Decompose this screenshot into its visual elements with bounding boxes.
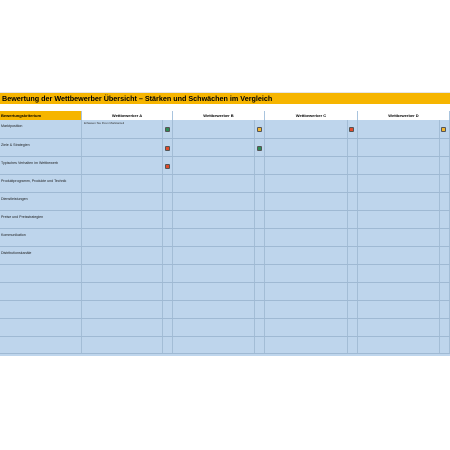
table-row — [0, 139, 450, 157]
table-row — [0, 319, 450, 337]
rating-red-icon — [349, 127, 354, 132]
comment-cell[interactable] — [173, 120, 255, 138]
rating-cell[interactable] — [163, 337, 173, 353]
rating-cell[interactable] — [163, 283, 173, 300]
comment-cell[interactable] — [358, 211, 440, 228]
criterion-label: Dienstleistungen — [1, 197, 28, 201]
comment-cell[interactable] — [358, 193, 440, 210]
rating-cell[interactable] — [255, 265, 265, 282]
table-row — [0, 229, 450, 247]
comment-cell[interactable] — [173, 265, 255, 282]
criterion-cell[interactable] — [0, 229, 82, 246]
criterion-label: Marktposition — [1, 124, 23, 128]
criterion-cell[interactable] — [0, 139, 82, 156]
criterion-label: Preise und Preisstrategien — [1, 215, 44, 219]
comment-cell[interactable] — [173, 157, 255, 174]
rating-cell[interactable] — [440, 247, 450, 264]
rating-cell[interactable] — [348, 247, 358, 264]
comment-cell[interactable] — [82, 337, 163, 353]
table-row — [0, 337, 450, 354]
criterion-cell[interactable] — [0, 337, 82, 353]
rating-cell[interactable] — [255, 283, 265, 300]
comment-cell[interactable] — [82, 247, 163, 264]
rating-green-icon — [257, 146, 262, 151]
rating-cell[interactable] — [163, 211, 173, 228]
header-criterion[interactable]: Bewertungskriterium — [0, 111, 82, 120]
table-row — [0, 247, 450, 265]
criterion-label: Produktprogramm, Produkte und Technik — [1, 179, 67, 183]
comment-cell[interactable] — [265, 283, 348, 300]
rating-cell[interactable] — [440, 283, 450, 300]
rating-cell[interactable] — [255, 337, 265, 353]
comment-cell[interactable] — [173, 175, 255, 192]
criterion-label: Distributionskanäle — [1, 251, 32, 255]
rating-cell[interactable] — [348, 319, 358, 336]
rating-yellow-icon — [257, 127, 262, 132]
comment-cell[interactable] — [82, 175, 163, 192]
comment-cell[interactable] — [265, 139, 348, 156]
comment-cell[interactable] — [358, 175, 440, 192]
comment-cell[interactable] — [82, 211, 163, 228]
comment-cell[interactable] — [173, 319, 255, 336]
comment-cell[interactable] — [82, 319, 163, 336]
criterion-cell[interactable] — [0, 283, 82, 300]
comment-cell[interactable] — [265, 120, 348, 138]
criterion-cell[interactable] — [0, 193, 82, 210]
comment-cell[interactable] — [265, 301, 348, 318]
table-row — [0, 265, 450, 283]
rating-cell[interactable] — [163, 193, 173, 210]
criterion-cell[interactable] — [0, 319, 82, 336]
rating-grid — [0, 120, 450, 356]
header-competitor-d[interactable]: Wettbewerber D — [358, 111, 450, 120]
table-row — [0, 301, 450, 319]
rating-cell[interactable] — [348, 337, 358, 353]
criterion-label: Ziele & Strategien — [1, 143, 30, 147]
rating-cell[interactable] — [440, 319, 450, 336]
comment-cell[interactable] — [173, 247, 255, 264]
comment-cell[interactable] — [358, 283, 440, 300]
rating-cell[interactable] — [440, 301, 450, 318]
sheet-title: Bewertung der Wettbewerber Übersicht – Stärken und Schwächen im Vergleich — [0, 93, 450, 104]
comment-cell[interactable] — [265, 193, 348, 210]
header-competitor-c[interactable]: Wettbewerber C — [265, 111, 358, 120]
criterion-cell[interactable] — [0, 211, 82, 228]
rating-cell[interactable] — [255, 319, 265, 336]
rating-green-icon — [165, 127, 170, 132]
rating-cell[interactable] — [440, 139, 450, 156]
rating-cell[interactable] — [163, 265, 173, 282]
comment-cell[interactable] — [358, 120, 440, 138]
rating-cell[interactable] — [348, 265, 358, 282]
rating-cell[interactable] — [255, 211, 265, 228]
rating-cell[interactable] — [440, 175, 450, 192]
rating-cell[interactable] — [348, 175, 358, 192]
rating-cell[interactable] — [348, 283, 358, 300]
rating-cell[interactable] — [440, 229, 450, 246]
comment-cell[interactable] — [173, 337, 255, 353]
header-competitor-a[interactable]: Wettbewerber A — [82, 111, 173, 120]
cell-note: Erfassen Sie Ihren Marktanteil — [84, 121, 125, 125]
comment-cell[interactable] — [82, 139, 163, 156]
comment-cell[interactable] — [358, 139, 440, 156]
comment-cell[interactable] — [265, 157, 348, 174]
comment-cell[interactable] — [82, 157, 163, 174]
comment-cell[interactable] — [82, 229, 163, 246]
comment-cell[interactable] — [173, 193, 255, 210]
table-row — [0, 175, 450, 193]
rating-cell[interactable] — [440, 337, 450, 353]
comment-cell[interactable] — [358, 319, 440, 336]
rating-cell[interactable] — [255, 175, 265, 192]
rating-cell[interactable] — [348, 211, 358, 228]
rating-cell[interactable] — [348, 157, 358, 174]
rating-cell[interactable] — [348, 301, 358, 318]
comment-cell[interactable] — [173, 211, 255, 228]
rating-cell[interactable] — [255, 229, 265, 246]
comment-cell[interactable] — [265, 175, 348, 192]
rating-cell[interactable] — [163, 247, 173, 264]
rating-cell[interactable] — [163, 301, 173, 318]
header-competitor-b[interactable]: Wettbewerber B — [173, 111, 265, 120]
comment-cell[interactable] — [265, 265, 348, 282]
comment-cell[interactable] — [173, 229, 255, 246]
criterion-label: Kommunikation — [1, 233, 26, 237]
comment-cell[interactable] — [173, 301, 255, 318]
comment-cell[interactable] — [265, 229, 348, 246]
comment-cell[interactable] — [358, 301, 440, 318]
header-row — [0, 111, 450, 120]
rating-cell[interactable] — [255, 301, 265, 318]
table-row — [0, 283, 450, 301]
rating-cell[interactable] — [348, 193, 358, 210]
rating-cell[interactable] — [440, 157, 450, 174]
table-row — [0, 120, 450, 139]
comment-cell[interactable] — [82, 283, 163, 300]
criterion-cell[interactable] — [0, 301, 82, 318]
comment-cell[interactable] — [358, 229, 440, 246]
rating-cell[interactable] — [255, 193, 265, 210]
rating-cell[interactable] — [163, 175, 173, 192]
comment-cell[interactable] — [358, 157, 440, 174]
rating-cell[interactable] — [348, 139, 358, 156]
rating-cell[interactable] — [348, 229, 358, 246]
rating-red-icon — [165, 164, 170, 169]
comment-cell[interactable] — [265, 247, 348, 264]
comment-cell[interactable] — [265, 337, 348, 353]
rating-red-icon — [165, 146, 170, 151]
comment-cell[interactable] — [173, 139, 255, 156]
comment-cell[interactable] — [82, 193, 163, 210]
rating-cell[interactable] — [255, 157, 265, 174]
rating-cell[interactable] — [163, 319, 173, 336]
criterion-cell[interactable] — [0, 175, 82, 192]
criterion-label: Typisches Verhalten im Wettbewerb — [1, 161, 59, 165]
comment-cell[interactable] — [82, 265, 163, 282]
criterion-cell[interactable] — [0, 247, 82, 264]
criterion-cell[interactable] — [0, 157, 82, 174]
table-row — [0, 211, 450, 229]
comment-cell[interactable] — [82, 301, 163, 318]
rating-yellow-icon — [441, 127, 446, 132]
comment-cell[interactable] — [358, 337, 440, 353]
criterion-cell[interactable] — [0, 265, 82, 282]
table-row — [0, 193, 450, 211]
comment-cell[interactable] — [265, 211, 348, 228]
rating-cell[interactable] — [440, 265, 450, 282]
table-row — [0, 157, 450, 175]
rating-cell[interactable] — [255, 247, 265, 264]
comment-cell[interactable] — [358, 247, 440, 264]
rating-cell[interactable] — [163, 229, 173, 246]
comment-cell[interactable] — [358, 265, 440, 282]
comment-cell[interactable] — [173, 283, 255, 300]
rating-cell[interactable] — [440, 193, 450, 210]
rating-cell[interactable] — [440, 211, 450, 228]
comment-cell[interactable] — [265, 319, 348, 336]
criterion-cell[interactable] — [0, 120, 82, 138]
